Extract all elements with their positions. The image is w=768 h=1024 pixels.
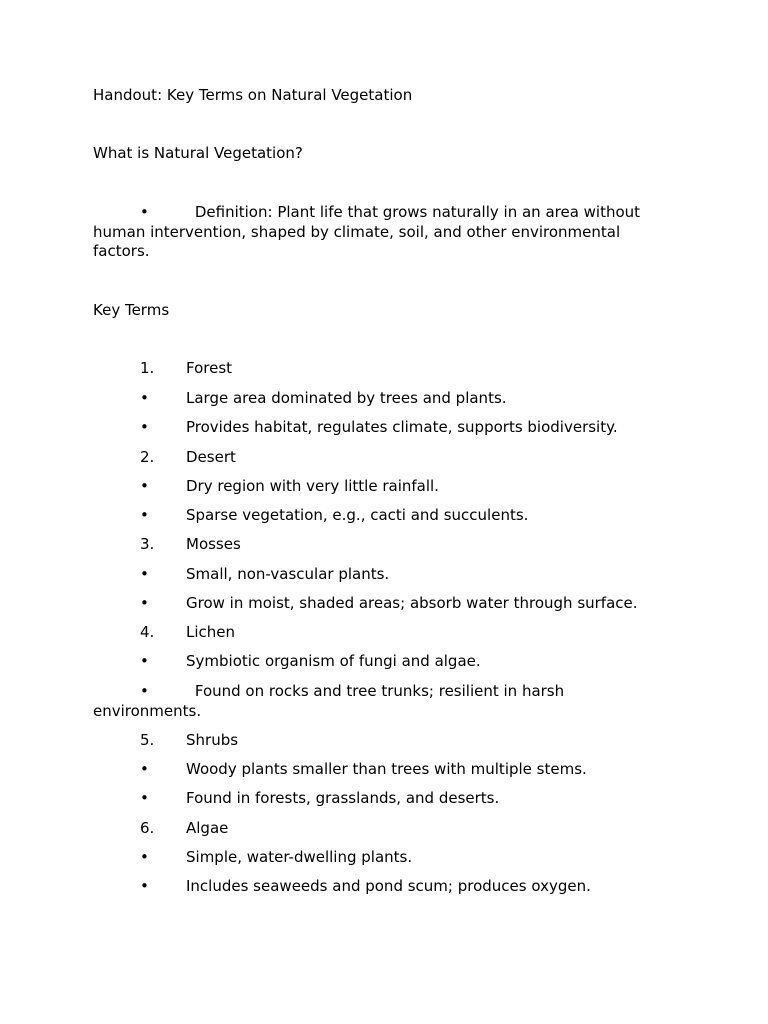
list-item: Simple, water-dwelling plants. xyxy=(186,848,413,866)
list-item: Provides habitat, regulates climate, supports biodiversity. xyxy=(186,418,618,436)
term-lichen: Lichen xyxy=(186,623,236,641)
list-item: Woody plants smaller than trees with multiple stems. xyxy=(186,760,587,778)
term-shrubs: Shrubs xyxy=(186,731,239,749)
list-item: Large area dominated by trees and plants. xyxy=(186,389,507,407)
list-item: Grow in moist, shaded areas; absorb water through surface. xyxy=(186,594,638,612)
list-marker: • xyxy=(140,418,149,436)
section-heading-key-terms: Key Terms xyxy=(93,301,170,319)
list-item: Symbiotic organism of fungi and algae. xyxy=(186,652,481,670)
term-forest: Forest xyxy=(186,359,233,377)
list-marker: • xyxy=(140,760,149,778)
list-marker: • xyxy=(140,652,149,670)
term-algae: Algae xyxy=(186,819,229,837)
term-mosses: Mosses xyxy=(186,535,241,553)
list-item: Sparse vegetation, e.g., cacti and succulents. xyxy=(186,506,529,524)
list-marker: 2. xyxy=(140,448,155,466)
list-marker: 5. xyxy=(140,731,155,749)
list-marker: • xyxy=(140,877,149,895)
list-marker: • xyxy=(140,789,149,807)
list-item: Small, non-vascular plants. xyxy=(186,565,390,583)
list-item: Dry region with very little rainfall. xyxy=(186,477,439,495)
definition-paragraph xyxy=(93,203,673,262)
term-desert: Desert xyxy=(186,448,236,466)
list-marker: • xyxy=(140,389,149,407)
list-marker: • xyxy=(140,477,149,495)
definition-bullet: • xyxy=(140,203,149,221)
list-item: Found on rocks and tree trunks; resilient in harsh environments. xyxy=(93,682,565,720)
definition-text: Definition: Plant life that grows naturally in an area without human intervention, shaped by climate, soil, and other environmental factors. xyxy=(93,203,641,260)
list-marker: • xyxy=(140,848,149,866)
list-marker: 3. xyxy=(140,535,155,553)
list-marker: 1. xyxy=(140,359,155,377)
section-heading-natural-vegetation: What is Natural Vegetation? xyxy=(93,144,303,162)
list-marker: • xyxy=(140,594,149,612)
list-marker: 4. xyxy=(140,623,155,641)
list-item: Includes seaweeds and pond scum; produces oxygen. xyxy=(186,877,591,895)
list-item-wrapped xyxy=(93,682,573,721)
list-marker: • xyxy=(140,565,149,583)
list-marker: • xyxy=(140,682,149,700)
list-item: Found in forests, grasslands, and deserts. xyxy=(186,789,500,807)
list-marker: 6. xyxy=(140,819,155,837)
list-marker: • xyxy=(140,506,149,524)
document-title: Handout: Key Terms on Natural Vegetation xyxy=(93,86,413,104)
